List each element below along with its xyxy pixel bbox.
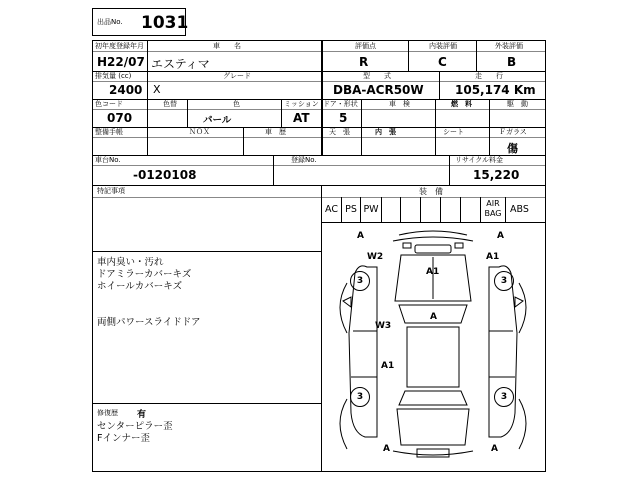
col-divider <box>321 41 323 71</box>
color-value: パール <box>203 115 232 126</box>
doors-label: ドア・形状 <box>323 100 358 108</box>
col-divider <box>361 99 362 127</box>
equip-blank <box>461 197 481 222</box>
damage-w3: W3 <box>375 321 392 331</box>
col-divider <box>435 127 436 155</box>
mission-value: AT <box>293 111 310 125</box>
sunroof-label: 天 張 <box>329 128 350 136</box>
notes-label: 特記事項 <box>97 187 125 195</box>
front-glass-label: Ｆガラス <box>499 128 527 136</box>
model-label: 型 式 <box>363 72 391 80</box>
exterior-score-label: 外装評価 <box>495 42 523 50</box>
col-divider <box>147 127 148 155</box>
row-divider <box>93 81 545 82</box>
col-divider <box>281 99 282 127</box>
drive-label: 駆 動 <box>507 100 528 108</box>
seat-label: シート <box>443 128 464 136</box>
score-label: 評価点 <box>355 42 376 50</box>
front-glass-value: 傷 <box>507 142 518 155</box>
row-divider <box>93 109 545 110</box>
lot-number-label: 出品No. <box>97 18 123 26</box>
col-divider <box>361 127 362 155</box>
mileage-value: 105,174 Km <box>455 83 536 97</box>
car-damage-diagram <box>321 223 545 471</box>
lot-number-box <box>92 8 189 36</box>
equipment-row <box>321 197 545 222</box>
col-divider <box>489 99 490 127</box>
col-divider <box>321 127 323 155</box>
displacement-label: 排気量 (cc) <box>95 72 132 80</box>
car-name-label: 車 名 <box>213 42 241 50</box>
damage-front-right: A <box>497 231 504 241</box>
row-divider <box>93 165 545 166</box>
col-divider <box>187 99 188 127</box>
mission-label: ミッション <box>284 100 319 108</box>
repair-history-label: 修復歴 <box>97 409 118 417</box>
note-line: ホイールカバーキズ <box>97 281 183 292</box>
col-divider <box>273 155 274 185</box>
row-divider <box>93 51 545 52</box>
equip-blank <box>401 197 421 222</box>
col-divider <box>321 71 323 99</box>
recycle-fee-value: 15,220 <box>473 168 520 182</box>
repair-line: Fインナー歪 <box>97 433 150 444</box>
history-label: 車 歴 <box>265 128 286 136</box>
note-line <box>97 305 200 317</box>
note-line <box>97 293 200 305</box>
row-divider <box>93 137 545 138</box>
col-divider <box>147 99 148 127</box>
damage-a1-left-side: A1 <box>381 361 395 371</box>
col-divider <box>408 41 409 71</box>
damage-rear-left: A <box>383 444 390 454</box>
damage-w2: W2 <box>367 252 384 262</box>
notes-divider <box>93 403 321 404</box>
color-code-value: 070 <box>107 111 133 125</box>
damage-a1-hood: A1 <box>426 267 440 277</box>
damage-front-left: A <box>357 231 364 241</box>
color-system-label: 色替 <box>163 100 177 108</box>
color-code-label: 色コード <box>95 100 123 108</box>
inspection-label: 車 検 <box>389 100 410 108</box>
service-manual-label: 整備手帳 <box>95 128 123 136</box>
equip-ps: PS <box>342 197 361 222</box>
note-line: ドアミラーカバーキズ <box>97 269 192 280</box>
equip-blank <box>441 197 461 222</box>
tire-front-left: 3 <box>350 271 370 291</box>
tire-rear-right: 3 <box>494 387 514 407</box>
note-line: 車内臭い・汚れ <box>97 257 164 268</box>
notes-list <box>97 257 200 329</box>
col-divider <box>147 41 148 71</box>
year-value: H22/07 <box>97 55 145 69</box>
auction-sheet <box>92 40 546 472</box>
row-divider <box>93 185 545 186</box>
model-value: DBA-ACR50W <box>333 83 424 97</box>
lot-number-value: 1031 <box>141 13 189 33</box>
equipment-label: 装 備 <box>419 187 443 196</box>
equip-ac: AC <box>321 197 342 222</box>
chassis-number-value: -0120108 <box>133 168 197 182</box>
equip-blank <box>382 197 401 222</box>
year-label: 初年度登録年月 <box>95 42 144 50</box>
damage-rear-right: A <box>491 444 498 454</box>
registration-number-label: 登録No. <box>291 156 317 164</box>
fuel-label: 燃 料 <box>451 100 472 108</box>
nox-label: ＮＯＸ <box>189 128 210 136</box>
tire-rear-left: 3 <box>350 387 370 407</box>
col-divider <box>476 41 477 71</box>
grade-value: X <box>153 83 161 96</box>
damage-a1-right-fender: A1 <box>486 252 500 262</box>
equip-airbag: AIR BAG <box>481 197 506 222</box>
equip-blank <box>421 197 441 222</box>
interior-lining-label: 内 張 <box>375 128 396 136</box>
notes-divider <box>93 251 321 252</box>
interior-score-label: 内装評価 <box>429 42 457 50</box>
note-line: 両側パワースライドドア <box>97 317 201 328</box>
displacement-value: 2400 <box>109 83 143 97</box>
doors-value: 5 <box>339 111 348 125</box>
repair-line: センターピラー歪 <box>97 421 173 432</box>
row-divider <box>93 99 545 100</box>
col-divider <box>147 71 148 99</box>
col-divider <box>243 127 244 155</box>
score-value: R <box>359 55 369 69</box>
recycle-fee-label: リサイクル料金 <box>455 156 504 164</box>
damage-roof: A <box>430 312 437 322</box>
exterior-score-value: B <box>507 55 517 69</box>
interior-score-value: C <box>438 55 447 69</box>
equip-abs: ABS <box>510 204 529 215</box>
mileage-label: 走 行 <box>475 72 503 80</box>
chassis-number-label: 車台No. <box>95 156 121 164</box>
col-divider <box>449 155 450 185</box>
repair-history-value: 有 <box>137 410 147 420</box>
tire-front-right: 3 <box>494 271 514 291</box>
car-name-value: エスティマ <box>151 57 210 71</box>
equip-pw: PW <box>361 197 382 222</box>
col-divider <box>489 127 490 155</box>
row-divider <box>93 127 545 128</box>
color-label: 色 <box>233 100 240 108</box>
col-divider <box>435 99 436 127</box>
col-divider <box>439 71 440 99</box>
grade-label: グレード <box>223 72 251 80</box>
